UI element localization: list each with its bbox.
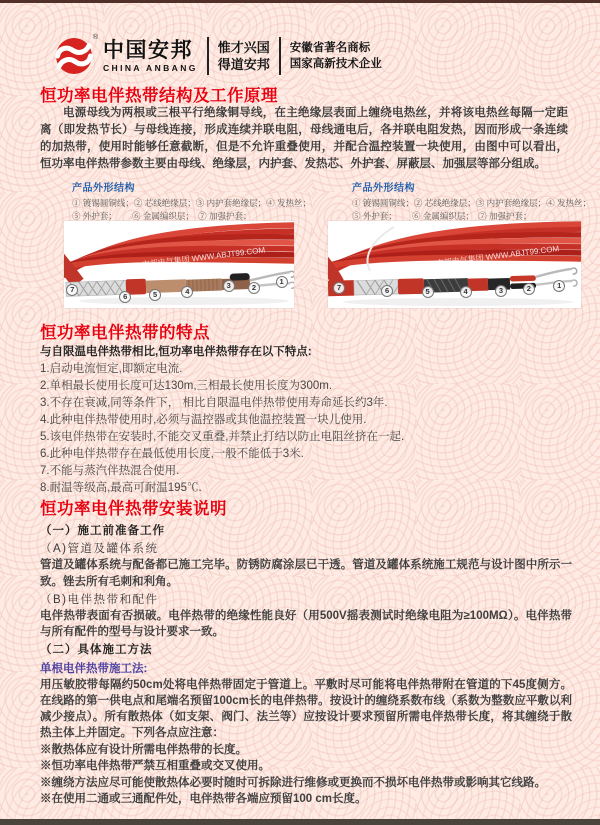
layer-number-badge: 7 xyxy=(66,284,78,296)
feature-item: 6.此种电伴热带存在最低使用长度,一般不能低于3米. xyxy=(40,448,304,460)
features-list xyxy=(40,361,570,497)
legend-title: 产品外形结构 xyxy=(352,183,415,194)
logo-mark-icon xyxy=(54,36,94,76)
feature-item: 4.此种电伴热带使用时,必须与温控器或其他温控装置一块儿使用. xyxy=(40,414,367,426)
feature-item: 5.该电伴热带在安装时,不能交叉重叠,并禁止打结以防止电阻丝挤在一起. xyxy=(40,431,405,443)
honor-line: 安徽省著名商标 xyxy=(289,42,371,54)
install-note: ※在使用二通或三通配件处，电伴热带各端应预留100 cm长度。 xyxy=(40,793,367,806)
layer-number-badge: 5 xyxy=(422,286,434,298)
install-a-heading: （A)管道及罐体系统 xyxy=(40,543,159,556)
layer-number-badge: 7 xyxy=(333,282,345,294)
install-b-text: 电伴热带表面有否损破。电伴热带的绝缘性能良好（用500V摇表测试时绝缘电阻为≥100MΩ）。电伴热带与所有配件的型号与设计要求一致。 xyxy=(40,610,572,639)
slogan-line: 得道安邦 xyxy=(217,57,270,72)
header xyxy=(54,34,382,78)
layer-number-badge: 6 xyxy=(381,285,393,297)
install-step2-heading: （二）具体施工方法 xyxy=(40,644,153,657)
layer-number-badge: 3 xyxy=(495,285,507,297)
legend-line: ⑤ 外护套； ⑥ 金属编织层； ⑦ 加强护套； xyxy=(352,210,532,221)
legend-line: ⑤ 外护套； ⑥ 金属编织层； ⑦ 加强护套； xyxy=(72,210,252,221)
page-bottom-rule xyxy=(0,819,600,825)
install-method-heading: 单根电伴热带施工法: xyxy=(40,662,148,675)
install-note: ※缠绕方法应尽可能使散热体必要时随时可拆除进行维修或更换而不损坏电伴热带或影响其它线路。 xyxy=(40,776,546,789)
photo-watermark: 安邦电气集团 WWW.ABJT99.COM xyxy=(141,245,266,270)
features-intro: 与自限温电伴热带相比,恒功率电伴热带存在以下特点: xyxy=(40,346,312,358)
honor-line: 国家高新技术企业 xyxy=(289,58,382,70)
section-title-install: 恒功率电伴热带安装说明 xyxy=(40,500,227,518)
layer-number-badge: 4 xyxy=(181,286,193,298)
product-structure-legend-right xyxy=(352,179,600,222)
legend-line: ① 镀锡圆铜线；② 芯线绝缘层；③ 内护套绝缘层；④ 发热丝； xyxy=(72,198,311,208)
layer-number-badge: 2 xyxy=(248,282,260,294)
logo-english-name: CHINA ANBANG xyxy=(103,62,198,73)
heating-cable-photo-three-phase xyxy=(328,221,581,308)
cable-photo-illustration xyxy=(328,221,581,308)
layer-number-badge: 5 xyxy=(149,289,161,301)
install-step1-heading: （一）施工前准备工作 xyxy=(40,525,165,537)
page-top-rule xyxy=(0,0,600,3)
heating-cable-photo-single xyxy=(64,221,294,308)
layer-number-badge: 4 xyxy=(460,286,472,298)
install-b-heading: （B)电伴热带和配件 xyxy=(40,593,159,606)
slogan-line: 惟才兴国 xyxy=(217,40,270,55)
company-honors xyxy=(290,40,382,72)
feature-item: 2.单相最长使用长度可达130m,三相最长使用长度为300m. xyxy=(40,380,333,392)
product-structure-legend-left xyxy=(72,179,334,222)
legend-title: 产品外形结构 xyxy=(72,183,135,194)
structure-paragraph: 电源母线为两根或三根平行绝缘铜导线，在主绝缘层表面上缠绕电热丝，并将该电热丝每隔一定距离（即发热节长）与母线连接，形成连续并联电阻，母线通电后，各并联电阻发热，因而形成一条连续的加热带，使用时能够任意截断，但是不允许重叠使用，并配合温控装置一块使用，由图中可以看出，恒功率电伴热带参数主要由母线、绝缘层，内护套、发热芯、外护套、屏蔽层、加强层等部分组成。 xyxy=(40,107,568,170)
section-title-features: 恒功率电伴热带的特点 xyxy=(40,324,210,342)
anbang-logo-icon xyxy=(54,34,98,76)
install-instructions xyxy=(40,521,572,808)
registered-mark: ® xyxy=(92,34,98,41)
install-method-text: 用压敏胶带每隔约50cm处将电伴热带固定于管道上。平敷时尽可能将电伴热带附在管道的下45度侧方。在线路的第一供电点和尾端名预留100cm长的电伴热带。按设计的缠绕系数布线（系数为整数应平敷以利减少接点）。所有散热体（如支架、阀门、法兰等）应按设计要求预留所需电伴热带长度，将其缠绕于散热主体上并固定。下列各点应注意： xyxy=(40,678,572,740)
install-note: ※恒功率电伴热带严禁互相重叠或交叉使用。 xyxy=(40,760,270,773)
feature-item: 1.启动电流恒定,即额定电流. xyxy=(40,363,183,375)
cable-stripped-end xyxy=(328,268,577,296)
header-divider xyxy=(207,37,209,75)
feature-item: 7.不能与蒸汽伴热混合使用. xyxy=(40,465,180,477)
bus-wire-red xyxy=(510,275,536,281)
bus-wire-black xyxy=(230,273,250,281)
layer-number-badge: 2 xyxy=(523,283,535,295)
company-slogan xyxy=(218,39,270,73)
layer-number-badge: 1 xyxy=(276,276,288,288)
logo-wordmark xyxy=(103,40,198,73)
install-note: ※散热体应有设计所需电伴热带的长度。 xyxy=(40,743,247,756)
bare-conductor xyxy=(536,269,572,277)
cable-photo-illustration xyxy=(64,221,294,308)
layer-number-badge: 6 xyxy=(119,291,131,303)
cable-stripped-end xyxy=(66,271,294,297)
logo-chinese-name: 中国安邦 xyxy=(103,38,193,62)
layer-number-badge: 3 xyxy=(223,280,235,292)
reinforced-sheath-layer xyxy=(398,278,424,294)
feature-item: 8.耐温等级高,最高可耐温195℃. xyxy=(40,482,202,494)
feature-item: 3.不存在衰减,同等条件下， 相比自限温电伴热带使用寿命延长约3年. xyxy=(40,397,388,409)
section-title-structure: 恒功率电伴热带结构及工作原理 xyxy=(40,87,278,105)
photo-watermark: 安邦电气集团 WWW.ABJT99.COM xyxy=(435,244,560,269)
legend-line: ① 镀锡圆铜线；② 芯线绝缘层；③ 内护套绝缘层；④ 发热丝； xyxy=(352,198,591,208)
install-a-text: 管道及罐体系统与配备都已施工完毕。防锈防腐涂层已干透。管道及罐体系统施工规范与设计图中所示一致。锉去所有毛刺和利角。 xyxy=(40,559,572,588)
layer-number-badge: 1 xyxy=(553,280,565,292)
header-divider xyxy=(279,37,281,75)
